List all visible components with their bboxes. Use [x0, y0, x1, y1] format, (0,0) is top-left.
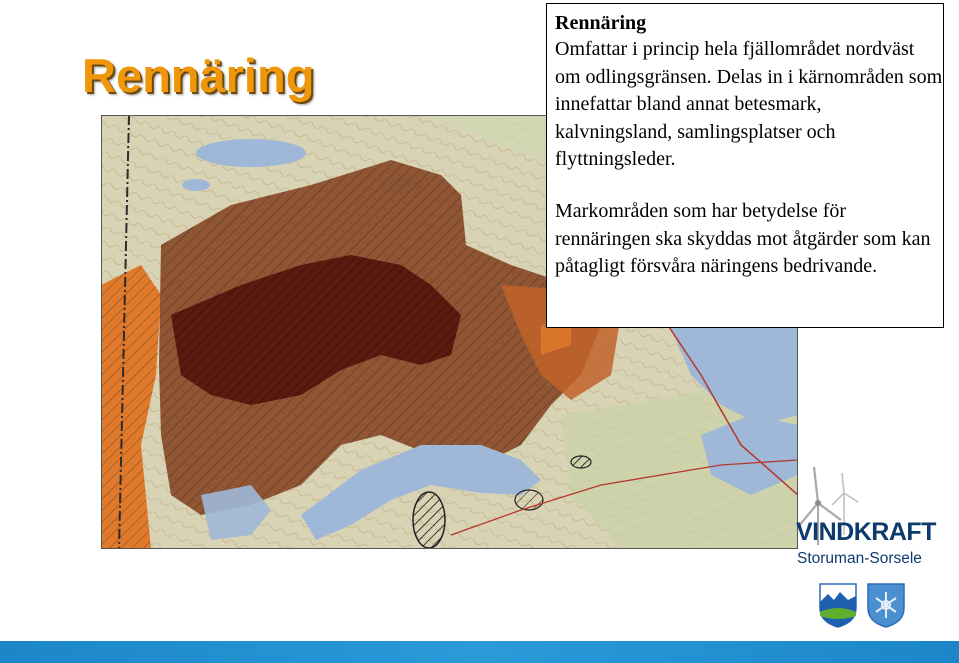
sorsele-coat-of-arms-icon — [866, 582, 906, 628]
footer-bar — [0, 641, 959, 663]
vindkraft-logo — [796, 465, 946, 575]
info-heading: Rennäring — [555, 12, 647, 34]
logo-subtitle: Storuman-Sorsele — [797, 550, 922, 567]
info-paragraph-2: Markområden som har betydelse för rennäringen ska skyddas mot åtgärder som kan påtagligt försvåra näringens bedrivande. — [555, 199, 931, 278]
logo-wordmark: VINDKRAFT — [796, 518, 936, 546]
info-paragraph-1: Omfattar i princip hela fjällområdet nordväst om odlingsgränsen. Delas in i kärnområden som innefattar bland annat betesmark, kalvningsland, samlingsplatser och flyttningsleder. — [555, 38, 943, 171]
storuman-coat-of-arms-icon — [818, 582, 858, 628]
slide-title: Rennäring — [82, 49, 315, 102]
info-textbox — [546, 3, 944, 328]
